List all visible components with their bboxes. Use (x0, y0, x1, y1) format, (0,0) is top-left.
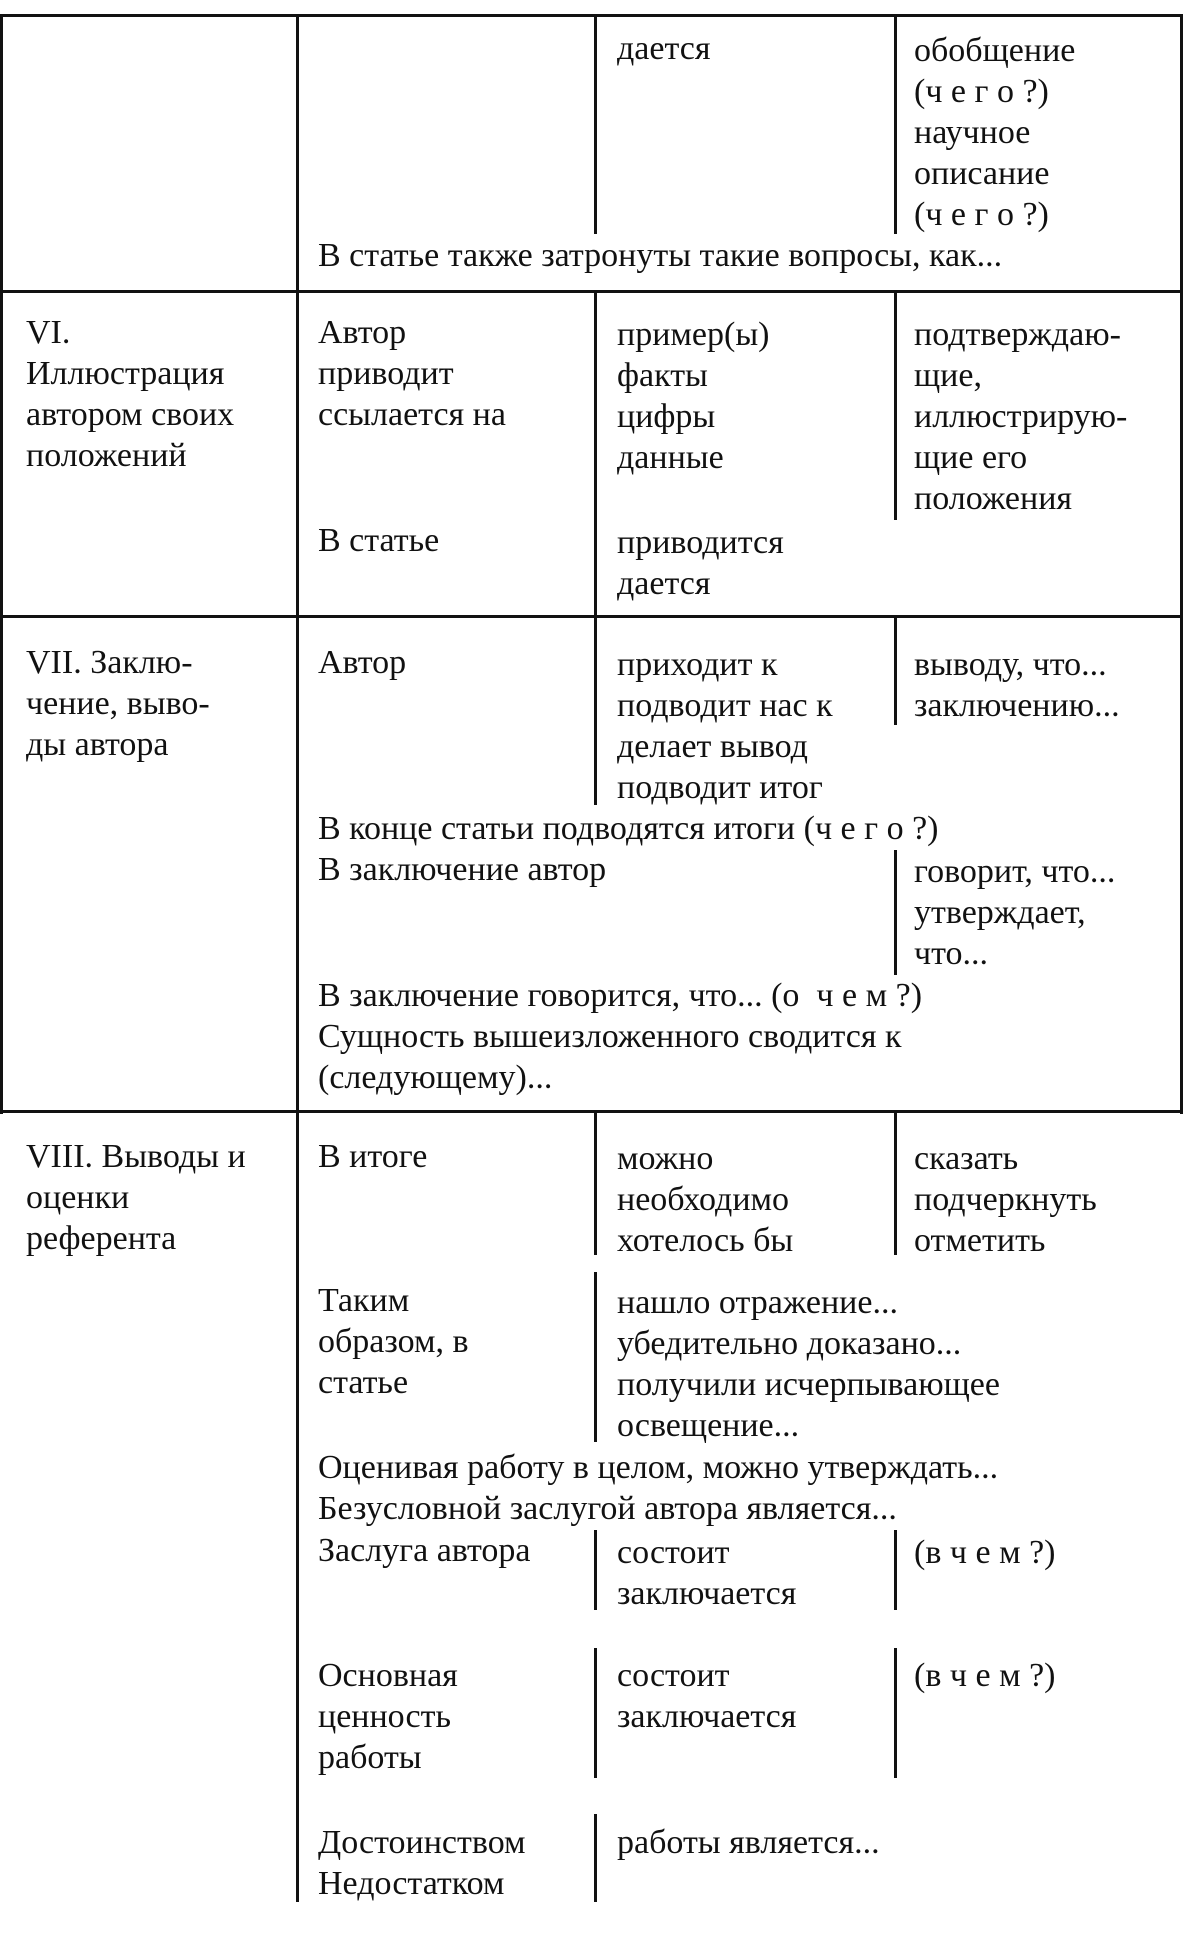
col4-divider-viii-1 (894, 1110, 897, 1255)
table-left-border (0, 14, 3, 1114)
viii-r1c3-line-1: можно (617, 1140, 714, 1177)
viii-r4c4-line-1: (в ч е м ?) (914, 1657, 1056, 1694)
column-divider-1 (296, 14, 299, 1902)
top-col4-line-2: (ч е г о ?) (914, 73, 1049, 110)
col3-divider-vii (594, 615, 597, 805)
viii-r2c2-line-1: Таким (318, 1282, 410, 1319)
col3-divider-viii-1 (594, 1110, 597, 1255)
table-right-border (1180, 14, 1183, 1114)
col3-divider-vi (594, 290, 597, 615)
vi-label-line-4: положений (26, 437, 187, 474)
viii-r5c2-line-2: Недостатком (318, 1865, 505, 1902)
top-col3-line-1: дается (617, 30, 711, 67)
vi-label-line-1: VI. (26, 314, 71, 351)
row-divider-viii (0, 1110, 1183, 1113)
vii-line2-right-3: что... (914, 935, 989, 972)
viii-label-line-1: VIII. Выводы и (26, 1138, 246, 1175)
vi-c3a-line-1: пример(ы) (617, 316, 770, 353)
vi-c4a-line-1: подтверждаю- (914, 316, 1121, 353)
vii-line-1: В конце статьи подводятся итоги (ч е г о ?) (318, 810, 939, 847)
viii-line-2: Безусловной заслугой автора является... (318, 1490, 897, 1527)
vi-c2a-line-3: ссылается на (318, 396, 506, 433)
top-col4-line-3: научное (914, 114, 1031, 151)
vi-c2a-line-1: Автор (318, 314, 407, 351)
col4-divider-vi (894, 290, 897, 520)
vii-line-3: В заключение говорится, что... (о ч е м ?) (318, 977, 923, 1014)
vi-c2a-line-2: приводит (318, 355, 454, 392)
col3-divider-top (594, 14, 597, 234)
vi-c4a-line-5: положения (914, 480, 1073, 517)
viii-r1c4-line-3: отметить (914, 1222, 1046, 1259)
col3-divider-viii-4 (594, 1648, 597, 1778)
viii-r3c3-line-2: заключается (617, 1575, 797, 1612)
vii-c3-line-3: делает вывод (617, 728, 808, 765)
vii-label-line-3: ды автора (26, 726, 169, 763)
top-footer-line: В статье также затронуты такие вопросы, как... (318, 237, 1003, 274)
col4-divider-viii-4 (894, 1648, 897, 1778)
vi-c4a-line-2: щие, (914, 357, 982, 394)
col4-divider-viii-3 (894, 1530, 897, 1610)
vii-line2-right-2: утверждает, (914, 894, 1086, 931)
viii-line-1: Оценивая работу в целом, можно утверждать... (318, 1449, 999, 1486)
vi-label-line-3: автором своих (26, 396, 235, 433)
viii-r3c3-line-1: состоит (617, 1534, 730, 1571)
viii-r1c3-line-2: необходимо (617, 1181, 790, 1218)
vii-c3-line-1: приходит к (617, 646, 778, 683)
col3-divider-viii-3 (594, 1530, 597, 1610)
vi-c3a-line-2: факты (617, 357, 708, 394)
vi-c3b-line-1: приводится (617, 524, 784, 561)
vii-line2-right-1: говорит, что... (914, 853, 1116, 890)
row-divider-vi (0, 290, 1183, 293)
viii-r5c3-line-1: работы является... (617, 1824, 880, 1861)
vi-c3b-line-2: дается (617, 565, 711, 602)
viii-r1c2-line-1: В итоге (318, 1138, 428, 1175)
vii-c4-line-1: выводу, что... (914, 646, 1107, 683)
viii-r4c2-line-1: Основная (318, 1657, 458, 1694)
viii-r4c3-line-1: состоит (617, 1657, 730, 1694)
viii-r2c3-line-4: освещение... (617, 1407, 800, 1444)
viii-r2c3-line-1: нашло отражение... (617, 1284, 898, 1321)
vii-line-4: Сущность вышеизложенного сводится к (318, 1018, 902, 1055)
vi-c2b-line-1: В статье (318, 522, 440, 559)
vii-label-line-2: чение, выво- (26, 685, 210, 722)
vi-c4a-line-3: иллюстрирую- (914, 398, 1128, 435)
viii-r3c2-line-1: Заслуга автора (318, 1532, 531, 1569)
col4-divider-vii-a (894, 615, 897, 725)
viii-r3c4-line-1: (в ч е м ?) (914, 1534, 1056, 1571)
vii-c4-line-2: заключению... (914, 687, 1120, 724)
viii-label-line-2: оценки (26, 1179, 130, 1216)
viii-r2c2-line-2: образом, в (318, 1323, 469, 1360)
top-col4-line-5: (ч е г о ?) (914, 196, 1049, 233)
vii-c3-line-4: подводит итог (617, 769, 823, 806)
viii-r1c4-line-2: подчеркнуть (914, 1181, 1097, 1218)
col4-divider-top (894, 14, 897, 234)
viii-r1c3-line-3: хотелось бы (617, 1222, 794, 1259)
vi-c3a-line-4: данные (617, 439, 724, 476)
viii-r2c3-line-2: убедительно доказано... (617, 1325, 962, 1362)
top-col4-line-1: обобщение (914, 32, 1076, 69)
col4-divider-vii-b (894, 850, 897, 975)
top-col4-line-4: описание (914, 155, 1050, 192)
vii-line-5: (следующему)... (318, 1059, 553, 1096)
viii-r5c2-line-1: Достоинством (318, 1824, 526, 1861)
row-divider-vii (0, 615, 1183, 618)
viii-r1c4-line-1: сказать (914, 1140, 1019, 1177)
vii-line-2: В заключение автор (318, 851, 607, 888)
col3-divider-viii-5 (594, 1814, 597, 1902)
viii-r2c2-line-3: статье (318, 1364, 409, 1401)
viii-r4c2-line-3: работы (318, 1739, 422, 1776)
viii-r4c2-line-2: ценность (318, 1698, 451, 1735)
viii-r4c3-line-2: заключается (617, 1698, 797, 1735)
table-top-border (0, 14, 1182, 17)
viii-label-line-3: референта (26, 1220, 177, 1257)
vi-c3a-line-3: цифры (617, 398, 716, 435)
vii-label-line-1: VII. Заклю- (26, 644, 193, 681)
vii-c3-line-2: подводит нас к (617, 687, 833, 724)
vi-label-line-2: Иллюстрация (26, 355, 225, 392)
viii-r2c3-line-3: получили исчерпывающее (617, 1366, 1000, 1403)
vii-c2-line-1: Автор (318, 644, 407, 681)
col3-divider-viii-2 (594, 1272, 597, 1442)
vi-c4a-line-4: щие его (914, 439, 1028, 476)
